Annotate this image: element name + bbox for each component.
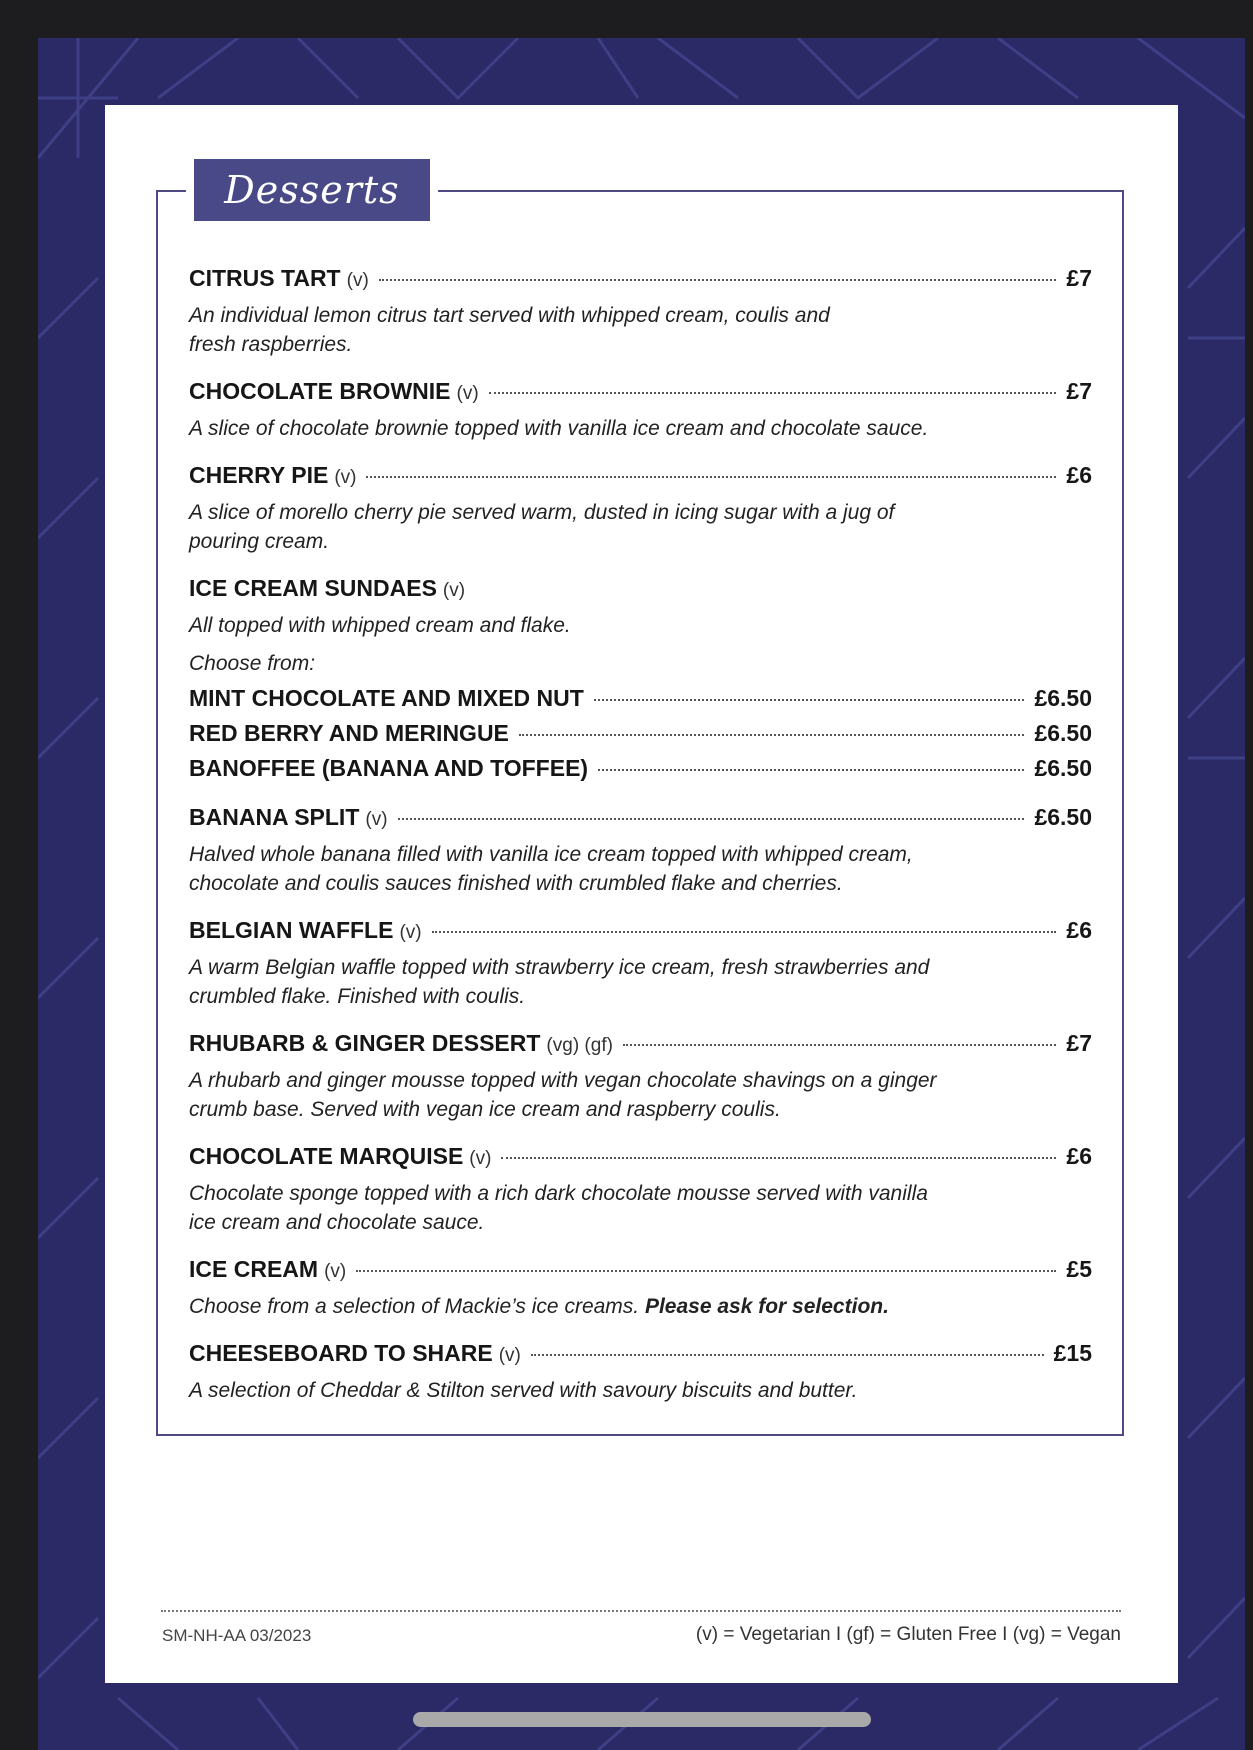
option-price: £6.50 — [1034, 755, 1092, 781]
item-tag: (v) — [442, 580, 466, 601]
item-description: A warm Belgian waffle topped with strawberry ice cream, fresh strawberries and crumbled flake. Finished with coulis. — [189, 956, 930, 1008]
option-name: BANOFFEE (BANANA AND TOFFEE) — [189, 755, 589, 781]
sundae-option — [189, 720, 1092, 750]
item-description: Halved whole banana filled with vanilla ice cream topped with whipped cream, chocolate and coulis sauces finished with crumbled flake and cherries. — [189, 843, 913, 895]
item-description: A rhubarb and ginger mousse topped with vegan chocolate shavings on a ginger crumb base. Served with vegan ice cream and raspberry coulis. — [189, 1069, 937, 1121]
item-price: £6 — [1066, 462, 1092, 488]
dot-leader — [398, 818, 1025, 820]
menu-item-banana-split — [189, 804, 1092, 898]
item-name: BANANA SPLIT — [189, 804, 360, 830]
dietary-legend: (v) = Vegetarian I (gf) = Gluten Free I (vg) = Vegan — [695, 1624, 1121, 1645]
item-price: £5 — [1066, 1256, 1092, 1282]
item-tag: (v) — [469, 1148, 492, 1169]
item-name: ICE CREAM SUNDAES — [189, 575, 437, 601]
item-description: Chocolate sponge topped with a rich dark chocolate mousse served with vanilla ice cream and chocolate sauce. — [189, 1182, 928, 1234]
menu-item-cheeseboard — [189, 1340, 1092, 1405]
item-name: CHEESEBOARD TO SHARE — [189, 1340, 493, 1366]
item-name: CHERRY PIE — [189, 462, 329, 488]
item-tag: (v) — [346, 270, 369, 291]
footer-divider — [161, 1610, 1121, 1612]
option-name: RED BERRY AND MERINGUE — [189, 720, 509, 746]
scroll-handle[interactable] — [413, 1712, 871, 1727]
dot-leader — [594, 699, 1025, 701]
dot-leader — [432, 931, 1057, 933]
dot-leader — [501, 1157, 1056, 1159]
item-tag: (v) — [324, 1261, 347, 1282]
item-tag: (v) — [399, 922, 422, 943]
item-name: CITRUS TART — [189, 265, 341, 291]
item-description: A selection of Cheddar & Stilton served with savoury biscuits and butter. — [189, 1379, 858, 1402]
option-price: £6.50 — [1034, 685, 1092, 711]
menu-item-chocolate-marquise — [189, 1143, 1092, 1237]
dot-leader — [356, 1270, 1056, 1272]
option-price: £6.50 — [1034, 720, 1092, 746]
sundae-option — [189, 755, 1092, 785]
dot-leader — [531, 1354, 1044, 1356]
item-tag: (v) — [334, 467, 357, 488]
item-price: £6 — [1066, 917, 1092, 943]
item-price: £6 — [1066, 1143, 1092, 1169]
menu-item-citrus-tart — [189, 265, 1092, 359]
item-price: £7 — [1066, 265, 1092, 291]
section-title-box — [194, 159, 430, 221]
dot-leader — [623, 1044, 1056, 1046]
menu-item-chocolate-brownie — [189, 378, 1092, 443]
item-description: An individual lemon citrus tart served with whipped cream, coulis and fresh raspberries. — [189, 304, 830, 356]
item-tag: (vg) (gf) — [546, 1035, 613, 1056]
item-name: CHOCOLATE BROWNIE — [189, 378, 451, 404]
item-description: All topped with whipped cream and flake. — [189, 614, 571, 637]
section-title: Desserts — [224, 168, 400, 212]
item-description: A slice of chocolate brownie topped with vanilla ice cream and chocolate sauce. — [189, 417, 929, 440]
menu-page — [105, 105, 1178, 1683]
item-name: BELGIAN WAFFLE — [189, 917, 394, 943]
item-name: ICE CREAM — [189, 1256, 319, 1282]
item-price: £6.50 — [1034, 804, 1092, 830]
item-description: A slice of morello cherry pie served warm, dusted in icing sugar with a jug of pouring cream. — [189, 501, 895, 553]
sundae-option — [189, 685, 1092, 715]
dot-leader — [379, 279, 1057, 281]
item-tag: (v) — [498, 1345, 521, 1366]
item-tag: (v) — [456, 383, 479, 404]
item-description: Choose from a selection of Mackie’s ice creams. Please ask for selection. — [189, 1295, 889, 1318]
dot-leader — [519, 734, 1025, 736]
dot-leader — [489, 392, 1057, 394]
menu-item-belgian-waffle — [189, 917, 1092, 1011]
menu-item-ice-cream — [189, 1256, 1092, 1321]
item-name: CHOCOLATE MARQUISE — [189, 1143, 464, 1169]
selection-note: Please ask for selection. — [644, 1295, 889, 1318]
item-price: £7 — [1066, 1030, 1092, 1056]
menu-item-rhubarb-ginger — [189, 1030, 1092, 1124]
item-price: £7 — [1066, 378, 1092, 404]
item-price: £15 — [1053, 1340, 1092, 1366]
menu-item-ice-cream-sundaes — [189, 575, 1092, 640]
dot-leader — [598, 769, 1024, 771]
item-name: RHUBARB & GINGER DESSERT — [189, 1030, 541, 1056]
footer-code: SM-NH-AA 03/2023 — [162, 1626, 312, 1645]
choose-from-label: Choose from: — [189, 652, 316, 675]
option-name: MINT CHOCOLATE AND MIXED NUT — [189, 685, 584, 711]
item-tag: (v) — [365, 809, 388, 830]
dot-leader — [366, 476, 1056, 478]
menu-item-cherry-pie — [189, 462, 1092, 556]
